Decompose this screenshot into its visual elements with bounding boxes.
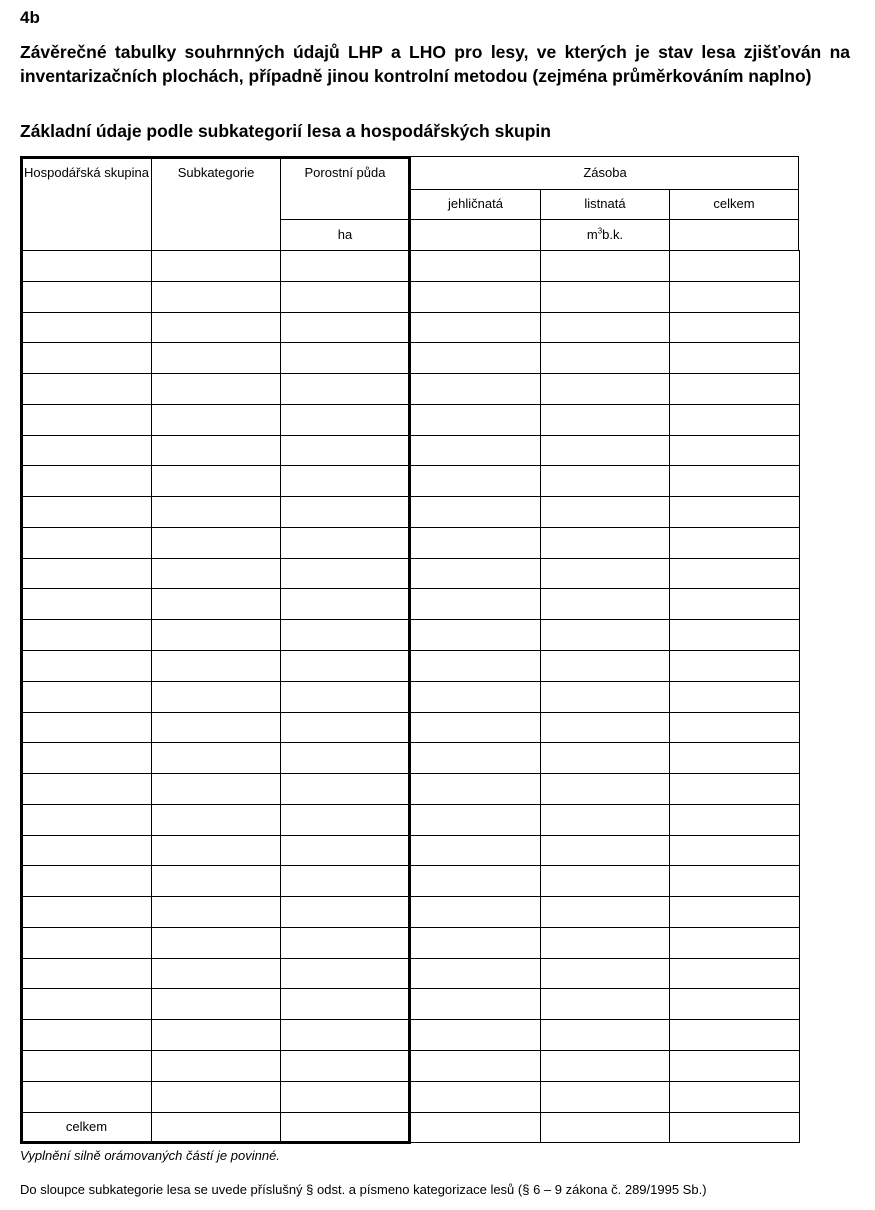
header-jehlicnata: jehličnatá: [448, 196, 503, 211]
row-line: [22, 835, 800, 836]
col-divider-5: [669, 189, 670, 1143]
row-line: [22, 1050, 800, 1051]
row-line: [22, 1081, 800, 1082]
header-hospodarska-skupina: Hospodářská skupina: [23, 165, 150, 180]
row-line: [22, 896, 800, 897]
border-top-thin: [411, 156, 799, 157]
row-line: [22, 681, 800, 682]
unit-area: ha: [337, 227, 353, 242]
instruction-note: Do sloupce subkategorie lesa se uvede příslušný § odst. a písmeno kategorizace lesů (§ 6 – 9 zákona č. 289/1995 Sb.): [20, 1182, 707, 1197]
row-line: [22, 496, 800, 497]
header-subkategorie: Subkategorie: [177, 165, 255, 180]
border-bottom-thick: [20, 1141, 411, 1144]
form-subheading: Základní údaje podle subkategorií lesa a hospodářských skupin: [20, 121, 551, 141]
total-row-label: celkem: [65, 1119, 108, 1134]
header-porostni-puda: Porostní půda: [304, 165, 386, 180]
mandatory-note: Vyplnění silně orámovaných částí je povinné.: [20, 1148, 280, 1163]
row-line: [22, 250, 800, 251]
form-id: 4b: [20, 8, 40, 27]
unit-volume: [411, 225, 799, 244]
row-line: [22, 404, 800, 405]
row-line: [22, 619, 800, 620]
row-line: [22, 465, 800, 466]
unit-volume-exponent: 3: [597, 226, 603, 236]
row-line: [22, 865, 800, 866]
header-listnata: listnatá: [584, 196, 626, 211]
row-line: [22, 373, 800, 374]
header-celkem: celkem: [713, 196, 755, 211]
form-heading: Závěrečné tabulky souhrnných údajů LHP a LHO pro lesy, ve kterých je stav lesa zjišťován na inventarizačních plochách, případně jinou kontrolní metodou (zejména průměrkováním naplno): [20, 42, 850, 86]
border-right-body: [799, 250, 800, 1143]
row-line: [22, 342, 800, 343]
row-line: [22, 804, 800, 805]
row-line: [22, 588, 800, 589]
row-line: [22, 1112, 800, 1113]
row-line: [22, 650, 800, 651]
border-bottom-thin: [411, 1142, 800, 1143]
row-line: [22, 527, 800, 528]
row-line: [22, 742, 800, 743]
row-line: [22, 435, 800, 436]
header-line-2: [280, 219, 799, 220]
col-divider-4: [540, 189, 541, 1143]
row-line: [22, 773, 800, 774]
unit-volume-suffix: b.k.: [602, 227, 624, 242]
row-line: [22, 312, 800, 313]
row-line: [22, 927, 800, 928]
unit-volume-base: m: [586, 227, 598, 242]
header-line-1: [411, 189, 799, 190]
row-line: [22, 281, 800, 282]
header-zasoba: Zásoba: [583, 165, 627, 180]
row-line: [22, 712, 800, 713]
row-line: [22, 988, 800, 989]
row-line: [22, 558, 800, 559]
row-line: [22, 1019, 800, 1020]
row-line: [22, 958, 800, 959]
border-top-thick: [20, 156, 411, 159]
